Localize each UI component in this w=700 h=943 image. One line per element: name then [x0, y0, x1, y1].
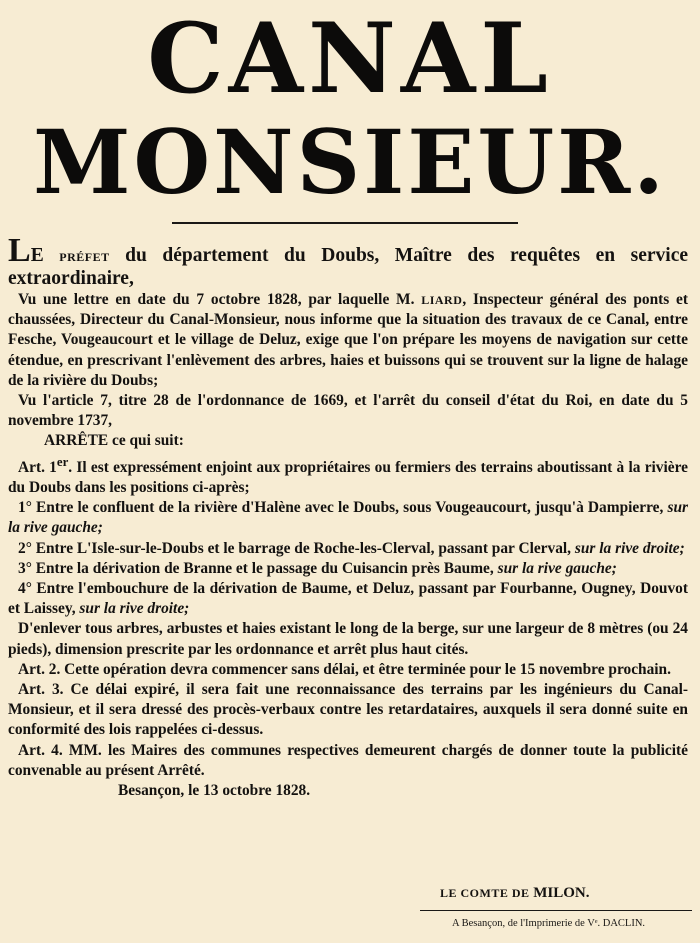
vu1-after: , Inspecteur général des ponts et chaussées, Directeur du Canal-Monsieur, nous informe que la situation des travaux de ce Canal, entre Fesche, Vougeaucourt et le village de Deluz, exige que l'on prépare les moyens de navigation sur cette étendue, en prescrivant l'enlèvement des arbres, haies et buissons qui se trouvent sur la ligne de halage de la rivière du Doubs;	[8, 291, 688, 389]
poster-title-line-2: MONSIEUR.	[33, 110, 667, 214]
item3-side: sur la rive gauche;	[497, 559, 617, 577]
decree-body	[8, 232, 689, 801]
title-divider	[172, 222, 518, 224]
location-item-1	[8, 498, 688, 538]
printer-imprint: A Besançon, de l'Imprimerie de Vᵉ. DACLIN.	[452, 918, 646, 929]
item1-side: sur la rive gauche;	[8, 499, 688, 537]
preamble	[8, 232, 689, 290]
liard-name: LIARD	[421, 293, 463, 307]
location-item-3	[8, 559, 688, 579]
date-line: Besançon, le 13 octobre 1828.	[118, 782, 311, 799]
item2-text: 2° Entre L'Isle-sur-le-Doubs et le barrage de Roche-les-Clerval, passant par Clerval,	[18, 539, 575, 557]
vu-article: Vu l'article 7, titre 28 de l'ordonnance de 1669, et l'arrêt du conseil d'état du Roi, en date du 5 novembre 1737,	[8, 392, 688, 430]
signature-prefix: LE COMTE DE	[440, 886, 530, 900]
signature	[440, 885, 590, 902]
preamble-text: du département du Doubs, Maître des requêtes en service extraordinaire,	[8, 245, 689, 289]
denlever-clause: D'enlever tous arbres, arbustes et haies existant le long de la berge, sur une largeur de 8 mètres (ou 24 pieds), dimension prescrite par les ordonnance et arrêt plus haut cités.	[8, 620, 688, 658]
item4-text: 4° Entre l'embouchure de la dérivation de Baume, et Deluz, passant par Fourbanne, Ougney, Douvot et Laissey,	[8, 579, 688, 618]
signature-name: MILON.	[533, 885, 590, 901]
art1-sup: er	[56, 454, 69, 469]
poster-title-line-1: CANAL	[147, 2, 553, 115]
art1-label: Art. 1	[18, 458, 57, 476]
drop-cap: L	[8, 232, 31, 269]
vu-lettre	[8, 290, 688, 391]
location-item-4	[8, 579, 688, 619]
item4-side: sur la rive droite;	[79, 600, 190, 618]
article-2: Art. 2. Cette opération devra commencer sans délai, et être terminée pour le 15 novembre prochain.	[18, 660, 671, 678]
item3-text: 3° Entre la dérivation de Branne et le passage du Cuisancin près Baume,	[18, 559, 498, 577]
imprint-divider	[420, 910, 692, 911]
vu1-before: Vu une lettre en date du 7 octobre 1828, par laquelle M.	[18, 291, 422, 308]
arrete-heading: ARRÊTE ce qui suit:	[44, 432, 184, 450]
article-3: Art. 3. Ce délai expiré, il sera fait une reconnaissance des terrains par les ingénieurs du Canal-Monsieur, et il sera dressé des procès-verbaux contre les retardataires, auxquels il sera donné suite en conformité des lois rappelées ci-dessus.	[8, 680, 688, 739]
article-1	[8, 452, 688, 499]
art1-text: . Il est expressément enjoint aux propriétaires ou fermiers des terrains aboutissant à la rivière du Doubs dans les positions ci-après;	[8, 458, 688, 496]
item1-text: 1° Entre le confluent de la rivière d'Halène avec le Doubs, sous Vougeaucourt, jusqu'à Dampierre,	[18, 499, 668, 517]
article-4: Art. 4. MM. les Maires des communes respectives demeurent chargés de donner toute la publicité convenable au présent Arrêté.	[8, 741, 688, 779]
location-item-2	[8, 539, 688, 559]
preamble-e: E	[30, 245, 44, 266]
item2-side: sur la rive droite;	[574, 539, 685, 557]
prefet-title: PRÉFET	[59, 250, 110, 264]
